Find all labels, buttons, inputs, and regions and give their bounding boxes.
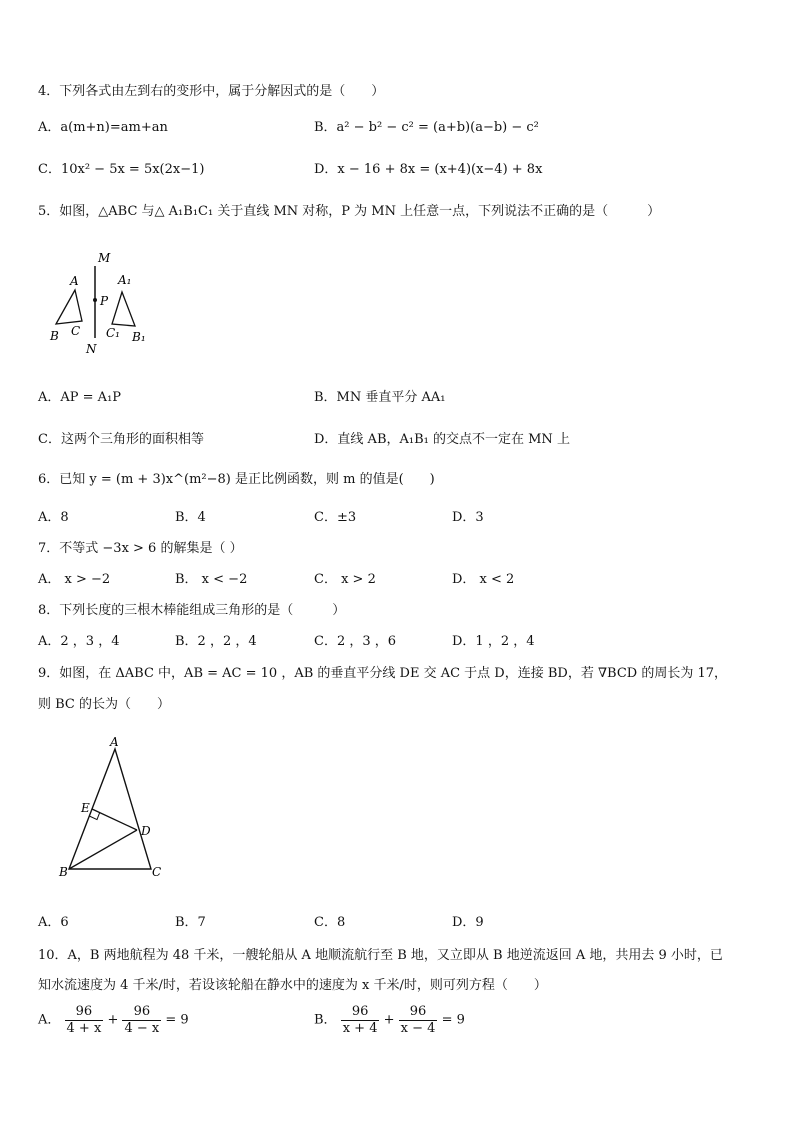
plus-sign: + bbox=[107, 1012, 119, 1028]
q7-option-a[interactable]: A． x > −2 bbox=[38, 572, 111, 587]
label-c: C bbox=[152, 865, 162, 879]
label-c1: C₁ bbox=[106, 326, 120, 340]
q9-option-b[interactable]: B．7 bbox=[175, 915, 206, 930]
fraction-1 bbox=[341, 1004, 380, 1037]
q10-stem-line1: 10．A，B 两地航程为 48 千米，一艘轮船从 A 地顺流航行至 B 地，又立即从 B 地逆流返回 A 地，共用去 9 小时，已 bbox=[38, 948, 723, 963]
triangle-abc bbox=[56, 290, 82, 324]
q9-option-a[interactable]: A．6 bbox=[38, 915, 69, 930]
q7-option-b[interactable]: B． x < −2 bbox=[175, 572, 248, 587]
q8-option-b[interactable]: B．2 ，2 ，4 bbox=[175, 634, 257, 649]
q4-option-c[interactable]: C．10x² − 5x = 5x(2x−1) bbox=[38, 162, 205, 177]
label-a: A bbox=[70, 274, 79, 288]
label-b: B bbox=[59, 865, 68, 879]
label-d: D bbox=[141, 824, 151, 838]
q10-option-b-label: B． bbox=[314, 1012, 337, 1028]
label-b: B bbox=[50, 329, 59, 343]
q9-option-c[interactable]: C．8 bbox=[314, 915, 346, 930]
label-m: M bbox=[98, 251, 111, 265]
q7-option-d[interactable]: D． x < 2 bbox=[452, 572, 515, 587]
q7-stem: 7．不等式 −3x > 6 的解集是（ ） bbox=[38, 541, 243, 556]
q5-option-b[interactable]: B．MN 垂直平分 AA₁ bbox=[314, 390, 446, 405]
fraction-2 bbox=[399, 1004, 438, 1037]
denominator: 4 + x bbox=[66, 1021, 102, 1036]
q10-option-a-label: A． bbox=[38, 1012, 61, 1028]
q9-figure bbox=[55, 735, 175, 885]
q10-option-b[interactable] bbox=[314, 1004, 465, 1037]
segment-bd bbox=[69, 830, 137, 869]
rhs: = 9 bbox=[441, 1012, 465, 1028]
q4-option-b[interactable]: B．a² − b² − c² = (a+b)(a−b) − c² bbox=[314, 120, 539, 135]
q9-stem-line2: 则 BC 的长为（ ） bbox=[38, 697, 171, 712]
q6-option-c[interactable]: C．±3 bbox=[314, 510, 357, 525]
symmetry-diagram bbox=[40, 248, 160, 358]
segment-de bbox=[92, 809, 137, 830]
q5-option-a[interactable]: A．AP = A₁P bbox=[38, 390, 122, 405]
plus-sign: + bbox=[383, 1012, 395, 1028]
q5-option-d[interactable]: D．直线 AB，A₁B₁ 的交点不一定在 MN 上 bbox=[314, 432, 570, 447]
q8-option-d[interactable]: D．1 ，2 ，4 bbox=[452, 634, 535, 649]
fraction-1 bbox=[65, 1004, 104, 1037]
q6-option-a[interactable]: A．8 bbox=[38, 510, 69, 525]
triangle-a1b1c1 bbox=[112, 292, 135, 326]
label-p: P bbox=[100, 294, 109, 308]
label-n: N bbox=[86, 342, 97, 356]
rhs: = 9 bbox=[165, 1012, 189, 1028]
triangle-diagram bbox=[55, 735, 175, 885]
q5-stem: 5．如图，△ABC 与△ A₁B₁C₁ 关于直线 MN 对称，P 为 MN 上任意一点，下列说法不正确的是（ ） bbox=[38, 204, 661, 219]
denominator: x − 4 bbox=[400, 1021, 436, 1036]
q6-stem: 6．已知 y = (m + 3)x^(m²−8) 是正比例函数，则 m 的值是( ) bbox=[38, 472, 435, 487]
q5-option-c[interactable]: C．这两个三角形的面积相等 bbox=[38, 432, 204, 447]
q8-option-a[interactable]: A．2 ，3 ，4 bbox=[38, 634, 120, 649]
q7-option-c[interactable]: C． x > 2 bbox=[314, 572, 376, 587]
numerator: 96 bbox=[122, 1004, 161, 1021]
numerator: 96 bbox=[399, 1004, 438, 1021]
q8-option-c[interactable]: C．2 ，3 ，6 bbox=[314, 634, 397, 649]
label-e: E bbox=[81, 801, 90, 815]
label-c: C bbox=[71, 324, 81, 338]
q4-option-d[interactable]: D．x − 16 + 8x = (x+4)(x−4) + 8x bbox=[314, 162, 543, 177]
q6-option-b[interactable]: B．4 bbox=[175, 510, 206, 525]
point-p bbox=[93, 298, 97, 302]
q4-option-a[interactable]: A．a(m+n)=am+an bbox=[38, 120, 168, 135]
label-a: A bbox=[110, 735, 119, 749]
q9-stem-line1: 9．如图，在 ΔABC 中，AB = AC = 10 ，AB 的垂直平分线 DE 交 AC 于点 D，连接 BD，若 ∇BCD 的周长为 17， bbox=[38, 666, 728, 681]
denominator: 4 − x bbox=[124, 1021, 160, 1036]
numerator: 96 bbox=[341, 1004, 380, 1021]
q5-figure bbox=[40, 248, 160, 358]
q10-option-a[interactable] bbox=[38, 1004, 189, 1037]
numerator: 96 bbox=[65, 1004, 104, 1021]
q9-option-d[interactable]: D．9 bbox=[452, 915, 484, 930]
label-a1: A₁ bbox=[118, 273, 132, 287]
denominator: x + 4 bbox=[342, 1021, 378, 1036]
fraction-2 bbox=[122, 1004, 161, 1037]
q8-stem: 8．下列长度的三根木棒能组成三角形的是（ ） bbox=[38, 603, 346, 618]
q4-stem: 4．下列各式由左到右的变形中，属于分解因式的是（ ） bbox=[38, 84, 385, 99]
label-b1: B₁ bbox=[132, 330, 146, 344]
q6-option-d[interactable]: D．3 bbox=[452, 510, 484, 525]
q10-stem-line2: 知水流速度为 4 千米/时，若设该轮船在静水中的速度为 x 千米/时，则可列方程（ ） bbox=[38, 978, 547, 993]
